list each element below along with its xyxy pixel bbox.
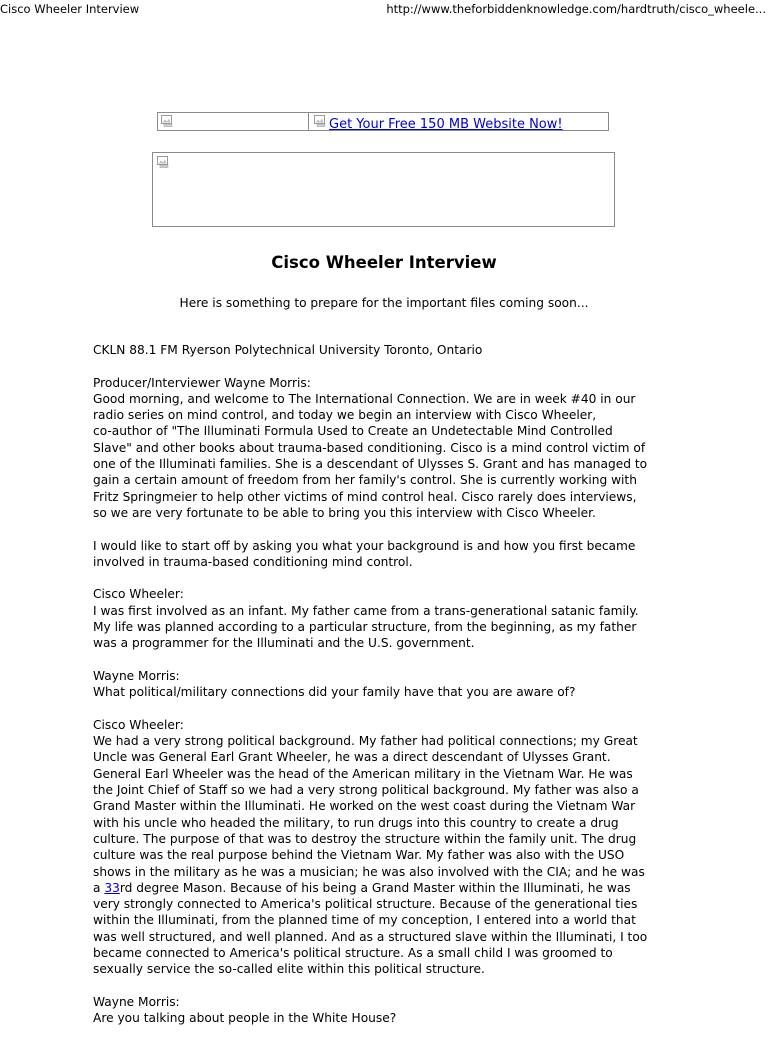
ad-banner-row [157,112,609,131]
broken-image-icon [161,115,173,127]
article-title: Cisco Wheeler Interview [271,253,497,272]
broken-image-icon [157,156,169,168]
ad-cell-image [158,113,309,130]
station-line: CKLN 88.1 FM Ryerson Polytechnical University Toronto, Ontario [93,343,483,357]
speaker-label: Producer/Interviewer Wayne Morris: [93,375,311,390]
free-website-ad-link[interactable]: Get Your Free 150 MB Website Now! [329,117,563,130]
page-title-header: Cisco Wheeler Interview [0,2,140,16]
speaker-label: Cisco Wheeler: [93,717,184,732]
page-url-header: http://www.theforbiddenknowledge.com/hardtruth/cisco_wheele... [386,2,766,16]
question-paragraph: Wayne Morris: Are you talking about people in the White House? [93,994,693,1027]
broken-image-icon [314,115,326,127]
article-body [93,342,693,1043]
speaker-label: Cisco Wheeler: [93,587,184,602]
banner-ad-placeholder[interactable] [152,152,615,227]
speaker-label: Wayne Morris: [93,994,180,1009]
intro-paragraph: Producer/Interviewer Wayne Morris: Good morning, and welcome to The International Connection. We are in week #40 in our radio series on mind control, and today we begin an interview with Cisco Wheeler, co-author of "The Illuminati Formula Used to Create an Undetectable Mind Controlled Slave" and other books about trauma-based conditioning. Cisco is a mind control victim of one of the Illuminati families. She is a descendant of Ulysses S. Grant and has managed to gain a certain amount of freedom from her family's control. She is currently working with Fritz Springmeier to help other victims of mind control heal. Cisco rarely does interviews, so we are very fortunate to be able to bring you this interview with Cisco Wheeler. [93,375,693,522]
question-paragraph: Wayne Morris: What political/military connections did your family have that you are aware of? [93,668,693,701]
speaker-label: Wayne Morris: [93,668,180,683]
article-subtitle: Here is something to prepare for the important files coming soon... [179,296,589,310]
answer-paragraph: Cisco Wheeler: We had a very strong political background. My father had political connections; my Great Uncle was General Earl Grant Wheeler, he was a direct descendant of Ulysses Grant. General Earl Wheeler was the head of the American military in the Vietnam War. He was the Joint Chief of Staff so we had a very strong political background. My father was also a Grand Master within the Illuminati. He worked on the west coast during the Vietnam War with his uncle who headed the military, to run drugs into this country to create a drug culture. The purpose of that was to destroy the structure within the family unit. The drug culture was the real purpose behind the Vietnam War. My father was also with the USO shows in the military as he was a musician; he was also involved with the CIA; and he was a 33rd degree Mason. Because of his being a Grand Master within the Illuminati, he was very strongly connected to America's political structure. Because of the generational ties within the Illuminati, from the planned time of my conception, I entered into a world that was well structured, and well planned. And as a structured slave within the Illuminati, I too became connected to America's political structure. As a small child I was groomed to sexually service the so-called elite within this political structure. [93,717,693,978]
question-paragraph: I would like to start off by asking you what your background is and how you first became involved in trauma-based conditioning mind control. [93,538,636,569]
print-header [0,0,768,18]
answer-paragraph: Cisco Wheeler: I was first involved as an infant. My father came from a trans-generational satanic family. My life was planned according to a particular structure, from the beginning, as my father was a programmer for the Illuminati and the U.S. government. [93,586,693,651]
ad-cell-link[interactable] [309,113,608,130]
text-line-with-link: a 33rd degree Mason. Because of his being a Grand Master within the Illuminati, he was [93,880,631,895]
degree-33-link[interactable]: 33 [104,880,120,895]
